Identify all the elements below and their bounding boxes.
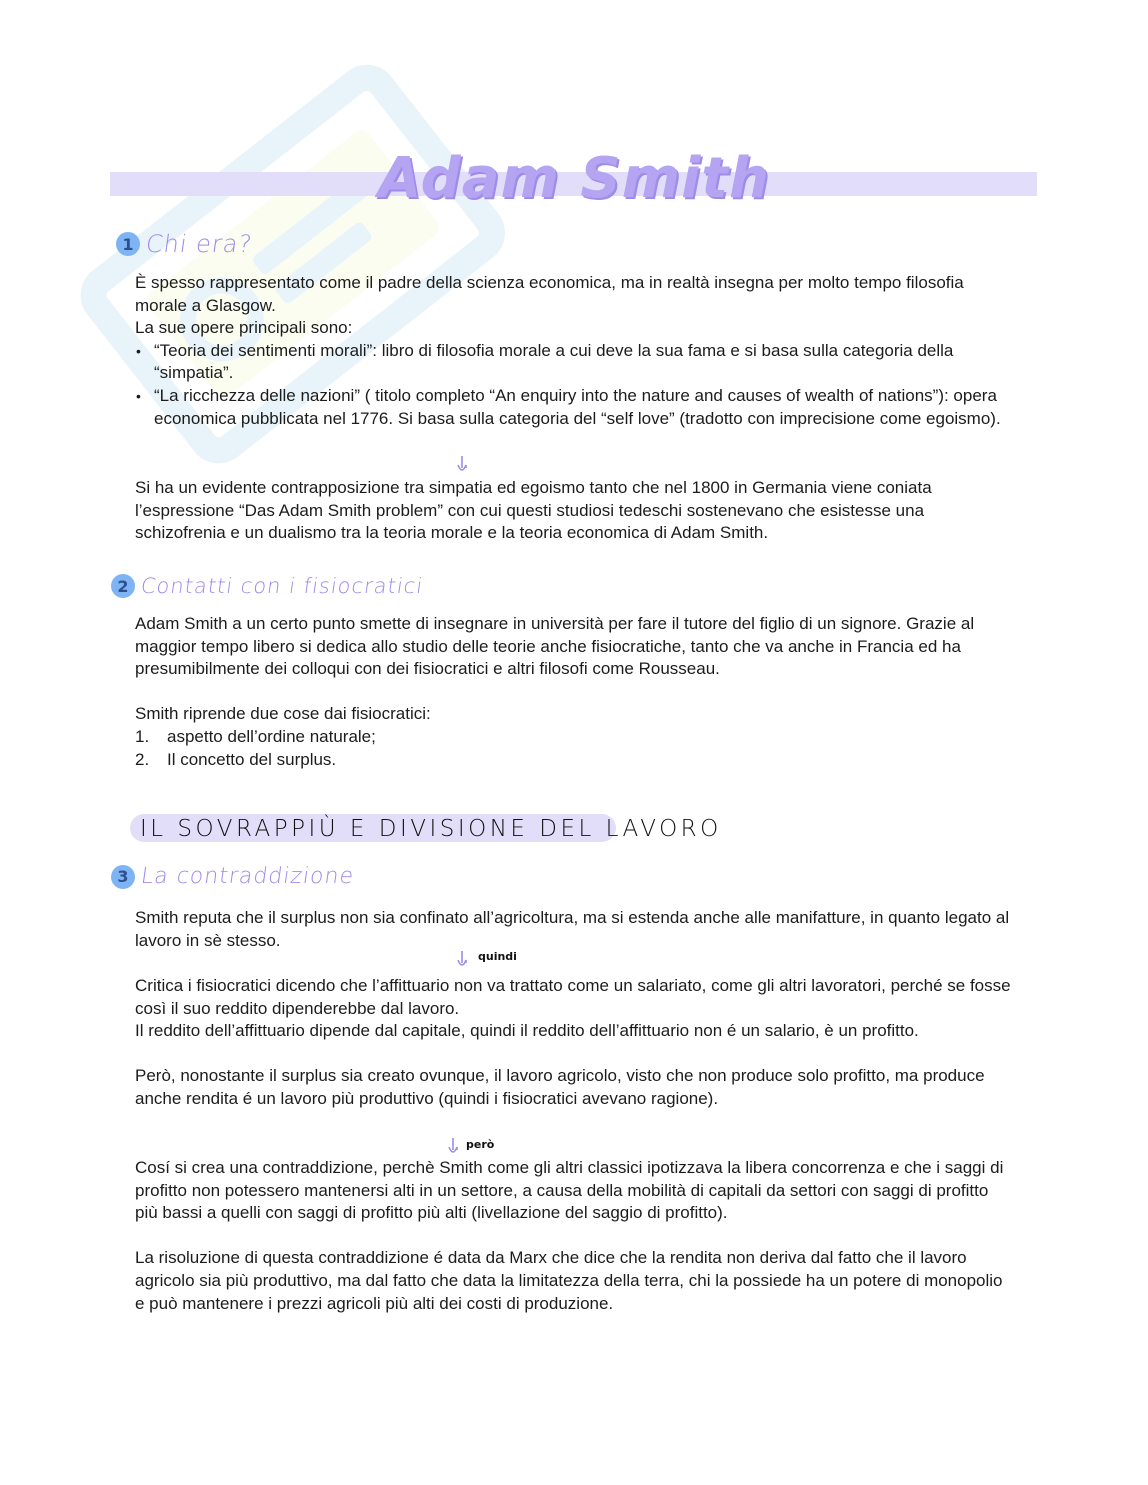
section-3-p2a-text: Critica i fisiocratici dicendo che l’affittuario non va trattato come un salariato, come gli altri lavoratori, perché se fosse così il suo reddito dipenderebbe dal lavoro. xyxy=(135,976,1011,1018)
list-text: Il concetto del surplus. xyxy=(167,749,337,769)
section-1-body xyxy=(135,272,1015,430)
section-2-paragraph: Adam Smith a un certo punto smette di insegnare in università per fare il tutore del figlio di un signore. Grazie al maggior tempo libero si dedica allo studio delle teorie anche fisiocratiche, tanto che va anche in Francia ed ha presumibilmente dei colloqui con dei fisiocratici e altri filosofi come Rousseau. xyxy=(135,614,975,679)
section-3-title: La contraddizione xyxy=(139,864,356,889)
section-1-intro-2: La sue opere principali sono: xyxy=(135,318,353,338)
section-3-number-badge: 3 xyxy=(111,865,135,889)
list-item xyxy=(135,749,1015,772)
list-number: 1. xyxy=(135,726,150,746)
section-1-heading xyxy=(116,230,255,258)
section-1-bullets xyxy=(135,340,1015,430)
list-item xyxy=(135,726,1015,749)
section-1-number-badge: 1 xyxy=(116,232,140,256)
page-title: Adam Smith xyxy=(378,146,770,211)
section-1-intro-1: È spesso rappresentato come il padre della scienza economica, ma in realtà insegna per molto tempo filosofia morale a Glasgow. xyxy=(135,273,964,315)
section-3-p1-text: Smith reputa che il surplus non sia confinato all’agricoltura, ma si estenda anche alle manifatture, in quanto legato al lavoro in sè stesso. xyxy=(135,908,1010,950)
chapter-banner-title: IL SOVRAPPIÙ E DIVISIONE DEL LAVORO xyxy=(140,816,722,842)
down-arrow-icon xyxy=(457,950,473,970)
section-2-heading xyxy=(111,574,423,598)
section-3-p2b-text: Il reddito dell’affittuario dipende dal capitale, quindi il reddito dell’affittuario non é un salario, è un profitto. xyxy=(135,1021,919,1041)
section-3-p3-text: Però, nonostante il surplus sia creato ovunque, il lavoro agricolo, visto che non produce solo profitto, ma produce anche rendita é un lavoro più produttivo (quindi i fisiocratici avevano ragione). xyxy=(135,1066,985,1108)
section-3-p4 xyxy=(135,1157,1015,1315)
section-2-body xyxy=(135,613,1015,771)
section-2-list-intro: Smith riprende due cose dai fisiocratici: xyxy=(135,704,431,724)
section-3-p5-text: La risoluzione di questa contraddizione é data da Marx che dice che la rendita non deriva dal fatto che il lavoro agricolo sia più produttivo, ma dal fatto che data la limitatezza della terra, chi la possiede ha un potere di monopolio e può mantenere i prezzi agricoli più alti dei costi di produzione. xyxy=(135,1248,1003,1313)
section-3-p4-text: Cosí si crea una contraddizione, perchè Smith come gli altri classici ipotizzava la libera concorrenza e che i saggi di profitto non potessero mantenersi alti in un settore, a causa della mobilità di capitali da settori con saggi di profitto più bassi a quelli con saggi di profitto più alti (livellazione del saggio di profitto). xyxy=(135,1158,1004,1223)
list-number: 2. xyxy=(135,749,150,769)
section-3-p1 xyxy=(135,907,1015,952)
bullet-item: • “La ricchezza delle nazioni” ( titolo completo “An enquiry into the nature and causes of wealth of nations”): opera economica pubblicata nel 1776. Si basa sulla categoria del “self love” (tradotto con imprecisione come egoismo). xyxy=(135,385,1015,430)
handwritten-note-pero: però xyxy=(466,1138,495,1151)
section-1-title: Chi era? xyxy=(144,230,255,258)
section-1-paragraph-text: Si ha un evidente contrapposizione tra simpatia ed egoismo tanto che nel 1800 in Germania viene coniata l’espressione “Das Adam Smith problem” con cui questi studiosi tedeschi sostenevano che esistesse una schizofrenia e un dualismo tra la teoria morale e la teoria economica di Adam Smith. xyxy=(135,478,932,543)
list-text: aspetto dell’ordine naturale; xyxy=(167,726,376,746)
down-arrow-icon xyxy=(457,455,473,475)
down-arrow-icon xyxy=(448,1137,464,1157)
section-2-list xyxy=(135,726,1015,771)
section-2-title: Contatti con i fisiocratici xyxy=(139,574,425,598)
bullet-item: • “Teoria dei sentimenti morali”: libro di filosofia morale a cui deve la sua fama e si basa sulla categoria della “simpatia”. xyxy=(135,340,1015,385)
section-2-number-badge: 2 xyxy=(111,574,135,598)
section-3-heading xyxy=(111,864,354,889)
section-3-p2 xyxy=(135,975,1015,1111)
section-1-paragraph xyxy=(135,477,1015,545)
handwritten-note-quindi: quindi xyxy=(478,950,517,963)
